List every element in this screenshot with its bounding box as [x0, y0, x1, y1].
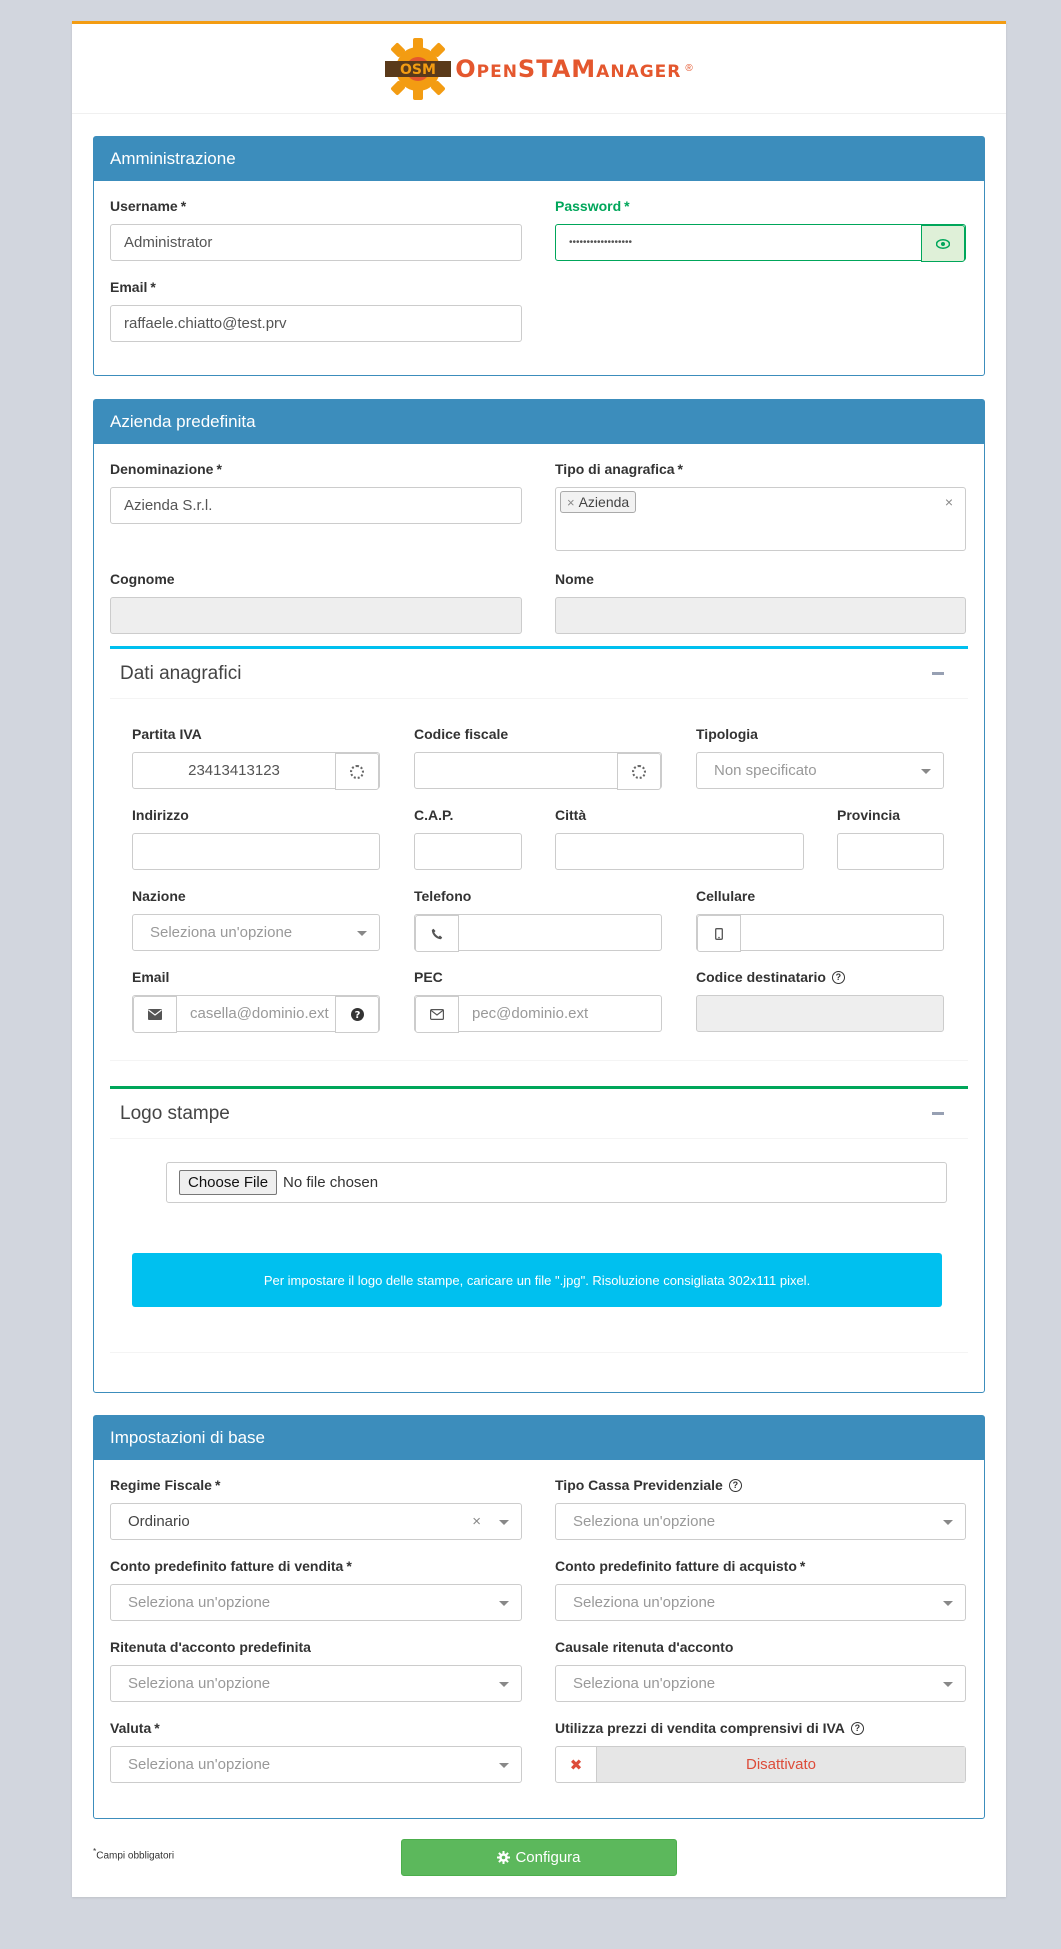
reg-mark: ® — [685, 63, 693, 74]
citta-label: Città — [555, 807, 587, 823]
file-status: No file chosen — [283, 1174, 379, 1191]
chevron-down-icon — [921, 769, 931, 774]
nazione-select[interactable] — [132, 914, 380, 951]
cellulare-label: Cellulare — [696, 888, 756, 904]
conto-acquisto-label: Conto predefinito fatture di acquisto * — [555, 1558, 806, 1574]
spinner-icon — [350, 765, 364, 779]
email-input[interactable]: raffaele.chiatto@test.prv — [110, 305, 522, 342]
causale-select[interactable] — [555, 1665, 966, 1702]
nazione-placeholder: Seleziona un'opzione — [150, 924, 293, 941]
chevron-down-icon — [943, 1601, 953, 1606]
pec-label: PEC — [414, 969, 443, 985]
telefono-label: Telefono — [414, 888, 472, 904]
azienda-card-title: Azienda predefinita — [94, 400, 984, 444]
conto-acquisto-select[interactable] — [555, 1584, 966, 1621]
azienda-card — [93, 399, 985, 1393]
password-input[interactable] — [555, 224, 966, 261]
dati-email-label: Email — [132, 969, 170, 985]
dati-anagrafici-title: Dati anagrafici — [120, 662, 242, 684]
cf-label: Codice fiscale — [414, 726, 509, 742]
conto-vendita-placeholder: Seleziona un'opzione — [128, 1594, 271, 1611]
cognome-label: Cognome — [110, 571, 175, 587]
chevron-down-icon — [499, 1682, 509, 1687]
valuta-label: Valuta * — [110, 1720, 160, 1736]
piva-check-button[interactable] — [335, 753, 379, 790]
username-input[interactable]: Administrator — [110, 224, 522, 261]
regime-select[interactable] — [110, 1503, 522, 1540]
pec-input[interactable] — [414, 995, 662, 1032]
email-help-button[interactable] — [335, 996, 379, 1033]
help-icon[interactable]: ? — [851, 1722, 864, 1735]
valuta-placeholder: Seleziona un'opzione — [128, 1756, 271, 1773]
pec-placeholder: pec@dominio.ext — [472, 1005, 589, 1022]
dati-email-input[interactable] — [132, 995, 380, 1032]
impostazioni-card — [93, 1415, 985, 1819]
password-label: Password * — [555, 198, 630, 214]
tipo-tag[interactable] — [560, 491, 636, 513]
piva-value: 23413413123 — [188, 762, 280, 779]
nome-label: Nome — [555, 571, 594, 587]
conto-acquisto-placeholder: Seleziona un'opzione — [573, 1594, 716, 1611]
tipo-multiselect[interactable] — [555, 487, 966, 551]
nazione-label: Nazione — [132, 888, 186, 904]
cap-label: C.A.P. — [414, 807, 454, 823]
collapse-icon[interactable] — [932, 1112, 944, 1115]
gear-logo-icon — [385, 36, 451, 102]
indirizzo-input[interactable] — [132, 833, 380, 870]
clear-icon[interactable]: × — [472, 1513, 481, 1530]
tipo-tag-label: Azienda — [578, 494, 630, 510]
ritenuta-label: Ritenuta d'acconto predefinita — [110, 1639, 311, 1655]
dati-anagrafici-box — [110, 646, 968, 1061]
spinner-icon — [632, 765, 646, 779]
cognome-input[interactable] — [110, 597, 522, 634]
chevron-down-icon — [357, 931, 367, 936]
required-asterisk: * — [93, 1846, 97, 1856]
app-logo — [385, 36, 693, 102]
chevron-down-icon — [943, 1520, 953, 1525]
tag-remove-icon[interactable]: × — [567, 494, 575, 510]
nome-input[interactable] — [555, 597, 966, 634]
denominazione-input[interactable]: Azienda S.r.l. — [110, 487, 522, 524]
cap-input[interactable] — [414, 833, 522, 870]
chevron-down-icon — [499, 1520, 509, 1525]
valuta-select[interactable] — [110, 1746, 522, 1783]
question-icon — [351, 1008, 364, 1021]
cassa-label: Tipo Cassa Previdenziale ? — [555, 1476, 742, 1494]
cf-input[interactable] — [414, 752, 662, 789]
iva-state: Disattivato — [597, 1747, 965, 1782]
indirizzo-label: Indirizzo — [132, 807, 189, 823]
mobile-icon — [697, 915, 741, 952]
chevron-down-icon — [499, 1601, 509, 1606]
eye-icon — [936, 239, 950, 249]
impostazioni-card-title: Impostazioni di base — [94, 1416, 984, 1460]
regime-label: Regime Fiscale * — [110, 1477, 221, 1493]
iva-label: Utilizza prezzi di vendita comprensivi di IVA ? — [555, 1719, 864, 1737]
coddest-label: Codice destinatario ? — [696, 968, 845, 986]
clear-icon[interactable]: × — [944, 494, 953, 510]
piva-label: Partita IVA — [132, 726, 202, 742]
admin-card — [93, 136, 985, 376]
conto-vendita-label: Conto predefinito fatture di vendita * — [110, 1558, 352, 1574]
envelope-outline-icon — [415, 996, 459, 1033]
cellulare-input[interactable] — [696, 914, 944, 951]
causale-placeholder: Seleziona un'opzione — [573, 1675, 716, 1692]
cassa-placeholder: Seleziona un'opzione — [573, 1513, 716, 1530]
piva-input[interactable] — [132, 752, 380, 789]
tipologia-label: Tipologia — [696, 726, 758, 742]
logo-info-callout: Per impostare il logo delle stampe, caricare un file ".jpg". Risoluzione consigliata 302x111 pixel. — [132, 1253, 942, 1307]
username-label: Username * — [110, 198, 187, 214]
show-password-button[interactable] — [921, 225, 965, 262]
cassa-select[interactable] — [555, 1503, 966, 1540]
collapse-icon[interactable] — [932, 672, 944, 675]
times-icon: ✖ — [556, 1747, 597, 1782]
ritenuta-placeholder: Seleziona un'opzione — [128, 1675, 271, 1692]
admin-card-title: Amministrazione — [94, 137, 984, 181]
chevron-down-icon — [943, 1682, 953, 1687]
coddest-input[interactable] — [696, 995, 944, 1032]
dati-email-placeholder: casella@dominio.ext — [190, 1005, 329, 1022]
iva-toggle[interactable] — [555, 1746, 966, 1783]
logo-file-input[interactable] — [166, 1162, 947, 1203]
telefono-input[interactable] — [414, 914, 662, 951]
provincia-label: Provincia — [837, 807, 901, 823]
choose-file-button[interactable]: Choose File — [179, 1170, 277, 1195]
required-note — [93, 1846, 174, 1861]
envelope-icon — [133, 996, 177, 1033]
app-name: OpenSTAManager — [455, 54, 682, 83]
logo-stampe-box — [110, 1086, 968, 1353]
ritenuta-select[interactable] — [110, 1665, 522, 1702]
logo-stampe-title: Logo stampe — [120, 1102, 230, 1124]
logo-bar — [72, 24, 1006, 114]
setup-page — [72, 21, 1006, 1897]
citta-input[interactable] — [555, 833, 804, 870]
tipologia-value: Non specificato — [714, 762, 817, 779]
chevron-down-icon — [499, 1763, 509, 1768]
configura-button[interactable] — [401, 1839, 677, 1876]
conto-vendita-select[interactable] — [110, 1584, 522, 1621]
tipologia-select[interactable] — [696, 752, 944, 789]
help-icon[interactable]: ? — [832, 971, 845, 984]
email-label: Email * — [110, 279, 156, 295]
password-mask: •••••••••••••••••• — [569, 237, 633, 248]
provincia-input[interactable] — [837, 833, 944, 870]
tipo-label: Tipo di anagrafica * — [555, 461, 683, 477]
denominazione-label: Denominazione * — [110, 461, 222, 477]
help-icon[interactable]: ? — [729, 1479, 742, 1492]
phone-icon — [415, 915, 459, 952]
cog-icon — [497, 1851, 510, 1864]
cf-check-button[interactable] — [617, 753, 661, 790]
required-note-text: Campi obbligatori — [96, 1850, 175, 1862]
svg-text:?: ? — [354, 1010, 360, 1021]
configura-label: Configura — [515, 1849, 581, 1866]
causale-label: Causale ritenuta d'acconto — [555, 1639, 734, 1655]
logo-mark-text: OSM — [400, 61, 437, 78]
regime-value: Ordinario — [128, 1513, 190, 1530]
